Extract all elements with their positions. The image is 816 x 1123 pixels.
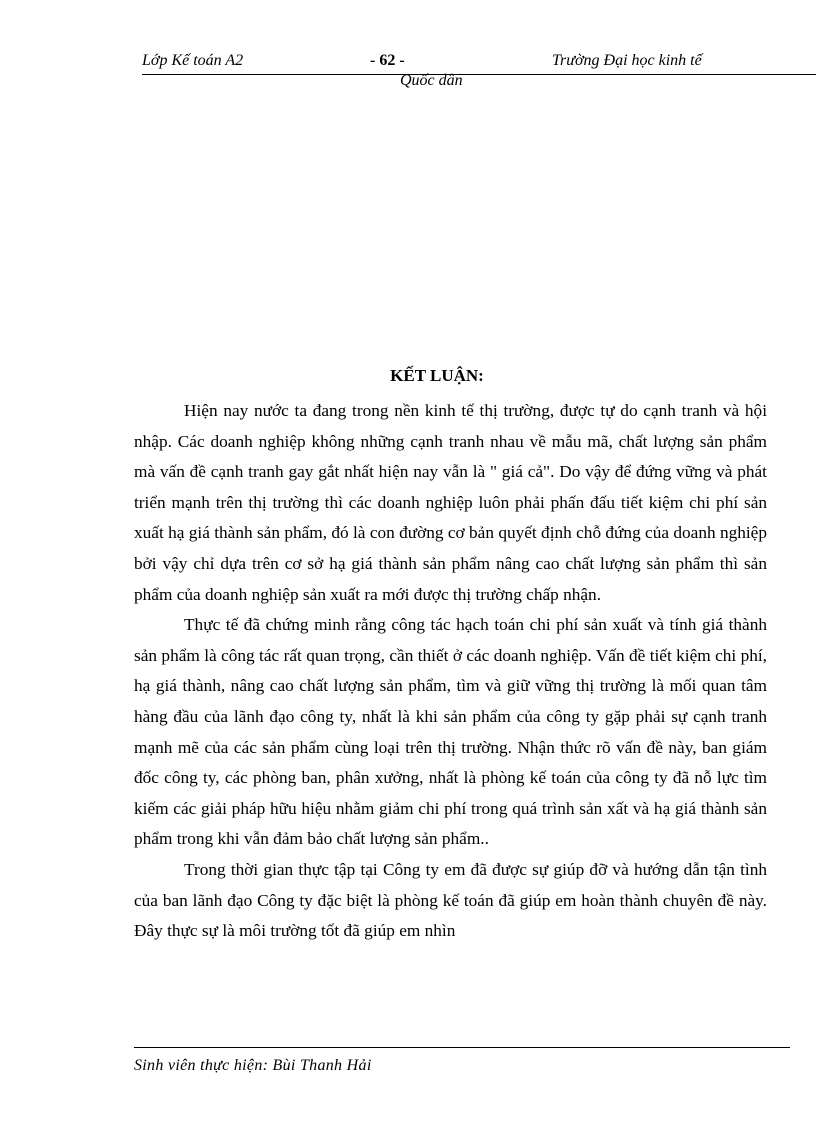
page-footer: Sinh viên thực hiện: Bùi Thanh Hải: [134, 1047, 790, 1075]
header-university: Trường Đại học kinh tế: [552, 52, 702, 69]
page-header: [142, 50, 816, 75]
header-page-number: - 62 -: [370, 52, 405, 69]
header-university-continuation: Quốc dân: [400, 72, 463, 89]
paragraph-3: Trong thời gian thực tập tại Công ty em đã được sự giúp đỡ và hướng dẫn tận tình của ban lãnh đạo Công ty đặc biệt là phòng kế toán đã giúp em hoàn thành chuyên đề này. Đây thực sự là môi trường tốt đã giúp em nhìn: [134, 859, 767, 941]
body-text: [134, 396, 767, 947]
paragraph-2: Thực tế đã chứng minh rằng công tác hạch toán chi phí sản xuất và tính giá thành sản phẩm là công tác rất quan trọng, cần thiết ở các doanh nghiệp. Vấn đề tiết kiệm chi phí, hạ giá thành, nâng cao chất lượng sản phẩm, tìm và giữ vững thị trường là mối quan tâm hàng đầu của lãnh đạo công ty, nhất là khi sản phẩm của công ty gặp phải sự cạnh tranh mạnh mẽ của các sản phẩm cùng loại trên thị trường. Nhận thức rõ vấn đề này, ban giám đốc công ty, các phòng ban, phân xưởng, nhất là phòng kế toán của công ty đã nỗ lực tìm kiếm các giải pháp hữu hiệu nhằm giảm chi phí trong quá trình sản xất và hạ giá thành sản phẩm trong khi vẫn đảm bảo chất lượng sản phẩm..: [134, 615, 767, 849]
section-title: KẾT LUẬN:: [390, 366, 484, 385]
paragraph-1: Hiện nay nước ta đang trong nền kinh tế thị trường, được tự do cạnh tranh và hội nhập. Các doanh nghiệp không những cạnh tranh nhau về mẫu mã, chất lượng sản phẩm mà vấn đề cạnh tranh gay gắt nhất hiện nay vẫn là " giá cả". Do vậy để đứng vững và phát triển mạnh trên thị trường thì các doanh nghiệp luôn phải phấn đấu tiết kiệm chi phí sản xuất hạ giá thành sản phẩm, đó là con đường cơ bản quyết định chỗ đứng của doanh nghiệp bởi vậy chỉ dựa trên cơ sở hạ giá thành sản phẩm nâng cao chất lượng sản phẩm thì sản phẩm của doanh nghiệp sản xuất ra mới được thị trường chấp nhận.: [134, 401, 767, 604]
header-class-name: Lớp Kế toán A2: [142, 52, 244, 69]
